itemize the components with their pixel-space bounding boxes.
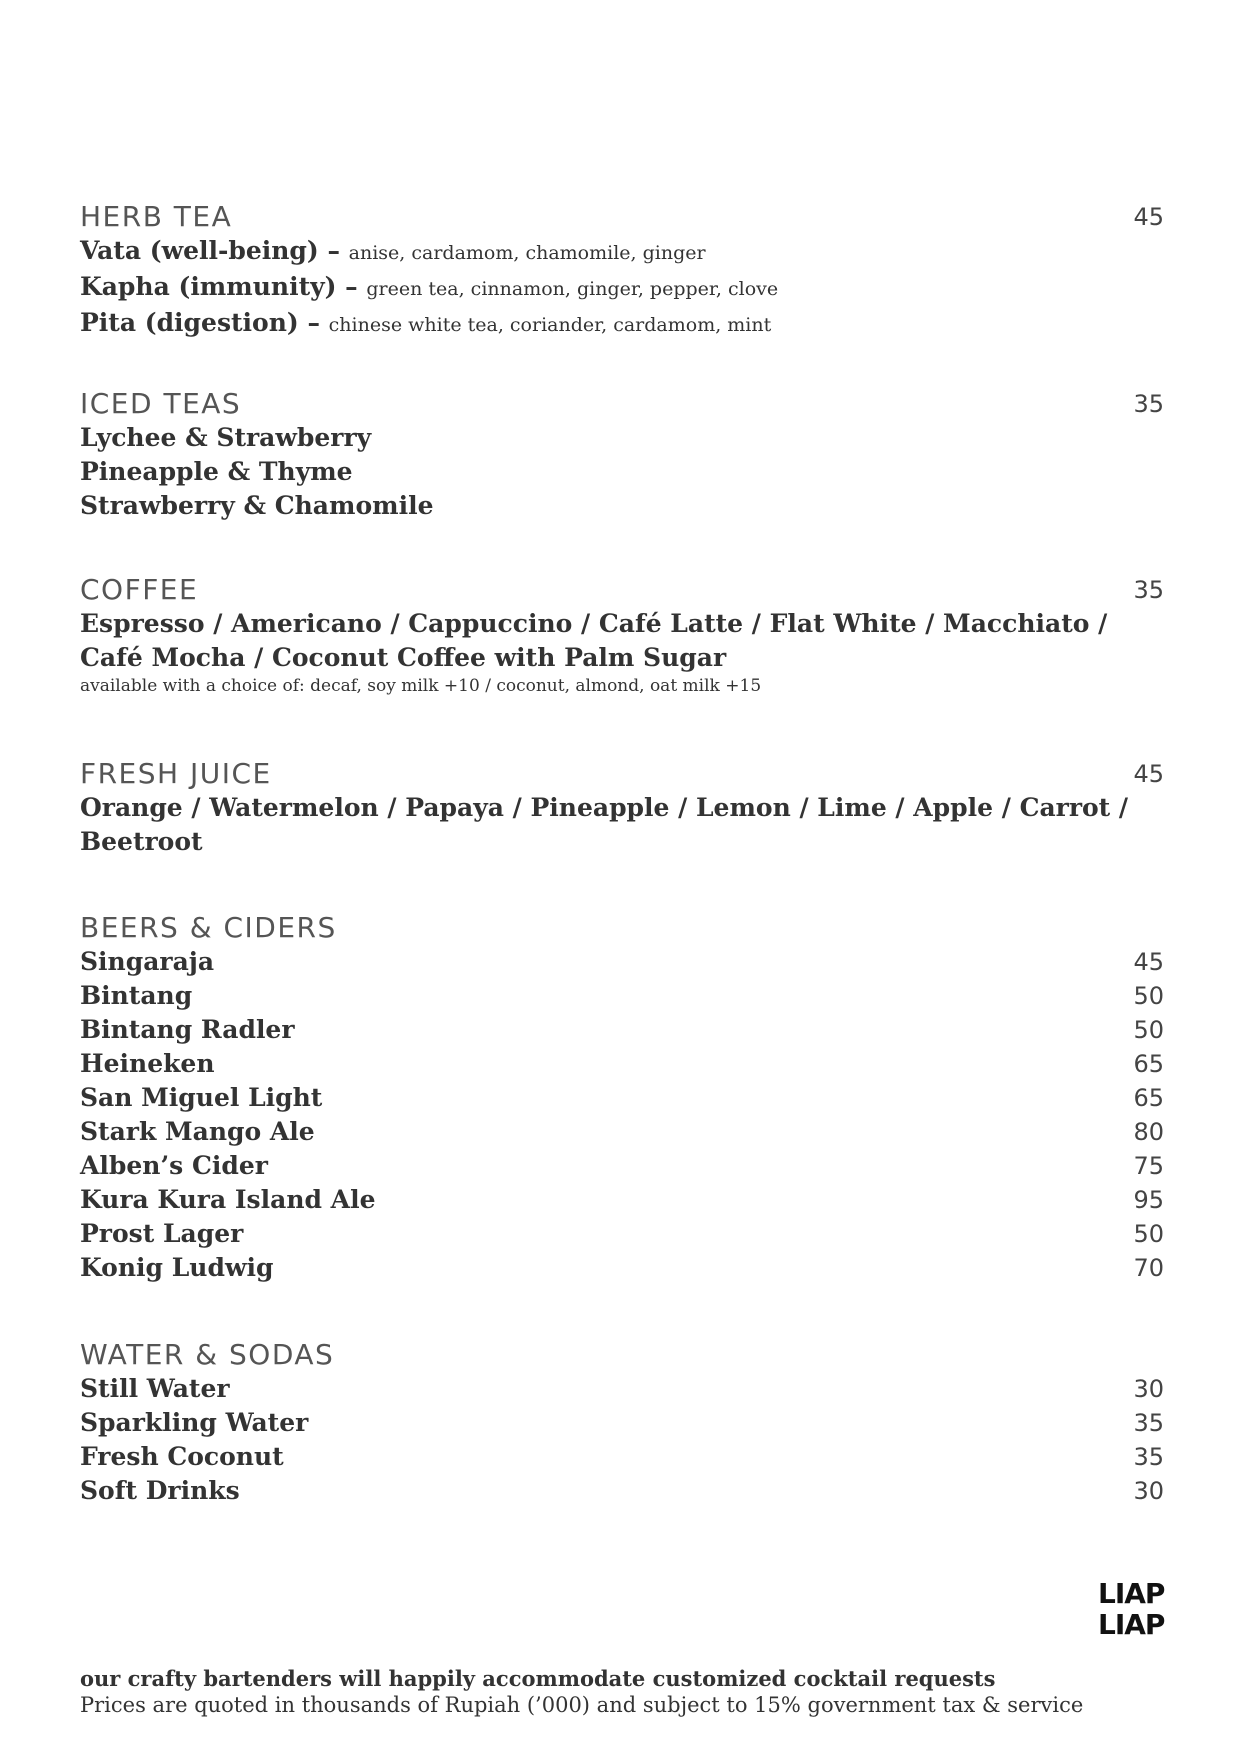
coffee-note: available with a choice of: decaf, soy milk +10 / coconut, almond, oat milk +15 bbox=[80, 676, 762, 696]
iced-teas-price: 35 bbox=[1133, 390, 1164, 418]
beer-item: Heineken 65 bbox=[80, 1049, 1164, 1078]
footer-bartender-note: our crafty bartenders will happily accommodate customized cocktail requests bbox=[80, 1666, 996, 1691]
herb-tea-section bbox=[80, 200, 1164, 342]
water-item: Fresh Coconut 35 bbox=[80, 1442, 1164, 1471]
herb-tea-title: HERB TEA bbox=[80, 200, 233, 233]
beer-item: Stark Mango Ale 80 bbox=[80, 1117, 1164, 1146]
beer-item: Alben’s Cider 75 bbox=[80, 1151, 1164, 1180]
juice-line: Orange / Watermelon / Papaya / Pineapple / Lemon / Lime / Apple / Carrot / bbox=[80, 793, 1129, 822]
beer-item: Bintang 50 bbox=[80, 981, 1164, 1010]
water-item: Still Water 30 bbox=[80, 1374, 1164, 1403]
water-item: Soft Drinks 30 bbox=[80, 1476, 1164, 1505]
water-title: WATER & SODAS bbox=[80, 1338, 335, 1371]
iced-tea-item: Lychee & Strawberry bbox=[80, 423, 372, 452]
herb-tea-item: Vata (well-being) – anise, cardamom, chamomile, ginger bbox=[80, 236, 706, 265]
coffee-section bbox=[80, 573, 1164, 697]
water-item: Sparkling Water 35 bbox=[80, 1408, 1164, 1437]
coffee-title: COFFEE bbox=[80, 573, 199, 606]
fresh-juice-title: FRESH JUICE bbox=[80, 757, 272, 790]
beer-item: Bintang Radler 50 bbox=[80, 1015, 1164, 1044]
beer-item: Prost Lager 50 bbox=[80, 1219, 1164, 1248]
water-section bbox=[80, 1338, 1164, 1508]
iced-teas-title: ICED TEAS bbox=[80, 387, 242, 420]
juice-line: Beetroot bbox=[80, 827, 203, 856]
fresh-juice-price: 45 bbox=[1133, 760, 1164, 788]
beer-item: Kura Kura Island Ale 95 bbox=[80, 1185, 1164, 1214]
logo-line: LIAP bbox=[1098, 1608, 1165, 1641]
beers-section bbox=[80, 911, 1164, 1285]
coffee-line: Espresso / Americano / Cappuccino / Café Latte / Flat White / Macchiato / bbox=[80, 609, 1108, 638]
beer-item: San Miguel Light 65 bbox=[80, 1083, 1164, 1112]
beers-title: BEERS & CIDERS bbox=[80, 911, 337, 944]
beer-item: Konig Ludwig 70 bbox=[80, 1253, 1164, 1282]
iced-teas-section bbox=[80, 387, 1164, 523]
coffee-line: Café Mocha / Coconut Coffee with Palm Sugar bbox=[80, 643, 727, 672]
coffee-price: 35 bbox=[1133, 576, 1164, 604]
fresh-juice-section bbox=[80, 757, 1164, 859]
liap-logo bbox=[1098, 1578, 1164, 1640]
footer-price-note: Prices are quoted in thousands of Rupiah (’000) and subject to 15% government tax & service bbox=[80, 1693, 1084, 1717]
herb-tea-price: 45 bbox=[1133, 203, 1164, 231]
iced-tea-item: Strawberry & Chamomile bbox=[80, 491, 434, 520]
herb-tea-item: Pita (digestion) – chinese white tea, coriander, cardamom, mint bbox=[80, 308, 772, 337]
beer-item: Singaraja 45 bbox=[80, 947, 1164, 976]
footer bbox=[80, 1666, 1083, 1718]
herb-tea-item: Kapha (immunity) – green tea, cinnamon, ginger, pepper, clove bbox=[80, 272, 779, 301]
logo-line: LIAP bbox=[1098, 1577, 1165, 1610]
iced-tea-item: Pineapple & Thyme bbox=[80, 457, 353, 486]
